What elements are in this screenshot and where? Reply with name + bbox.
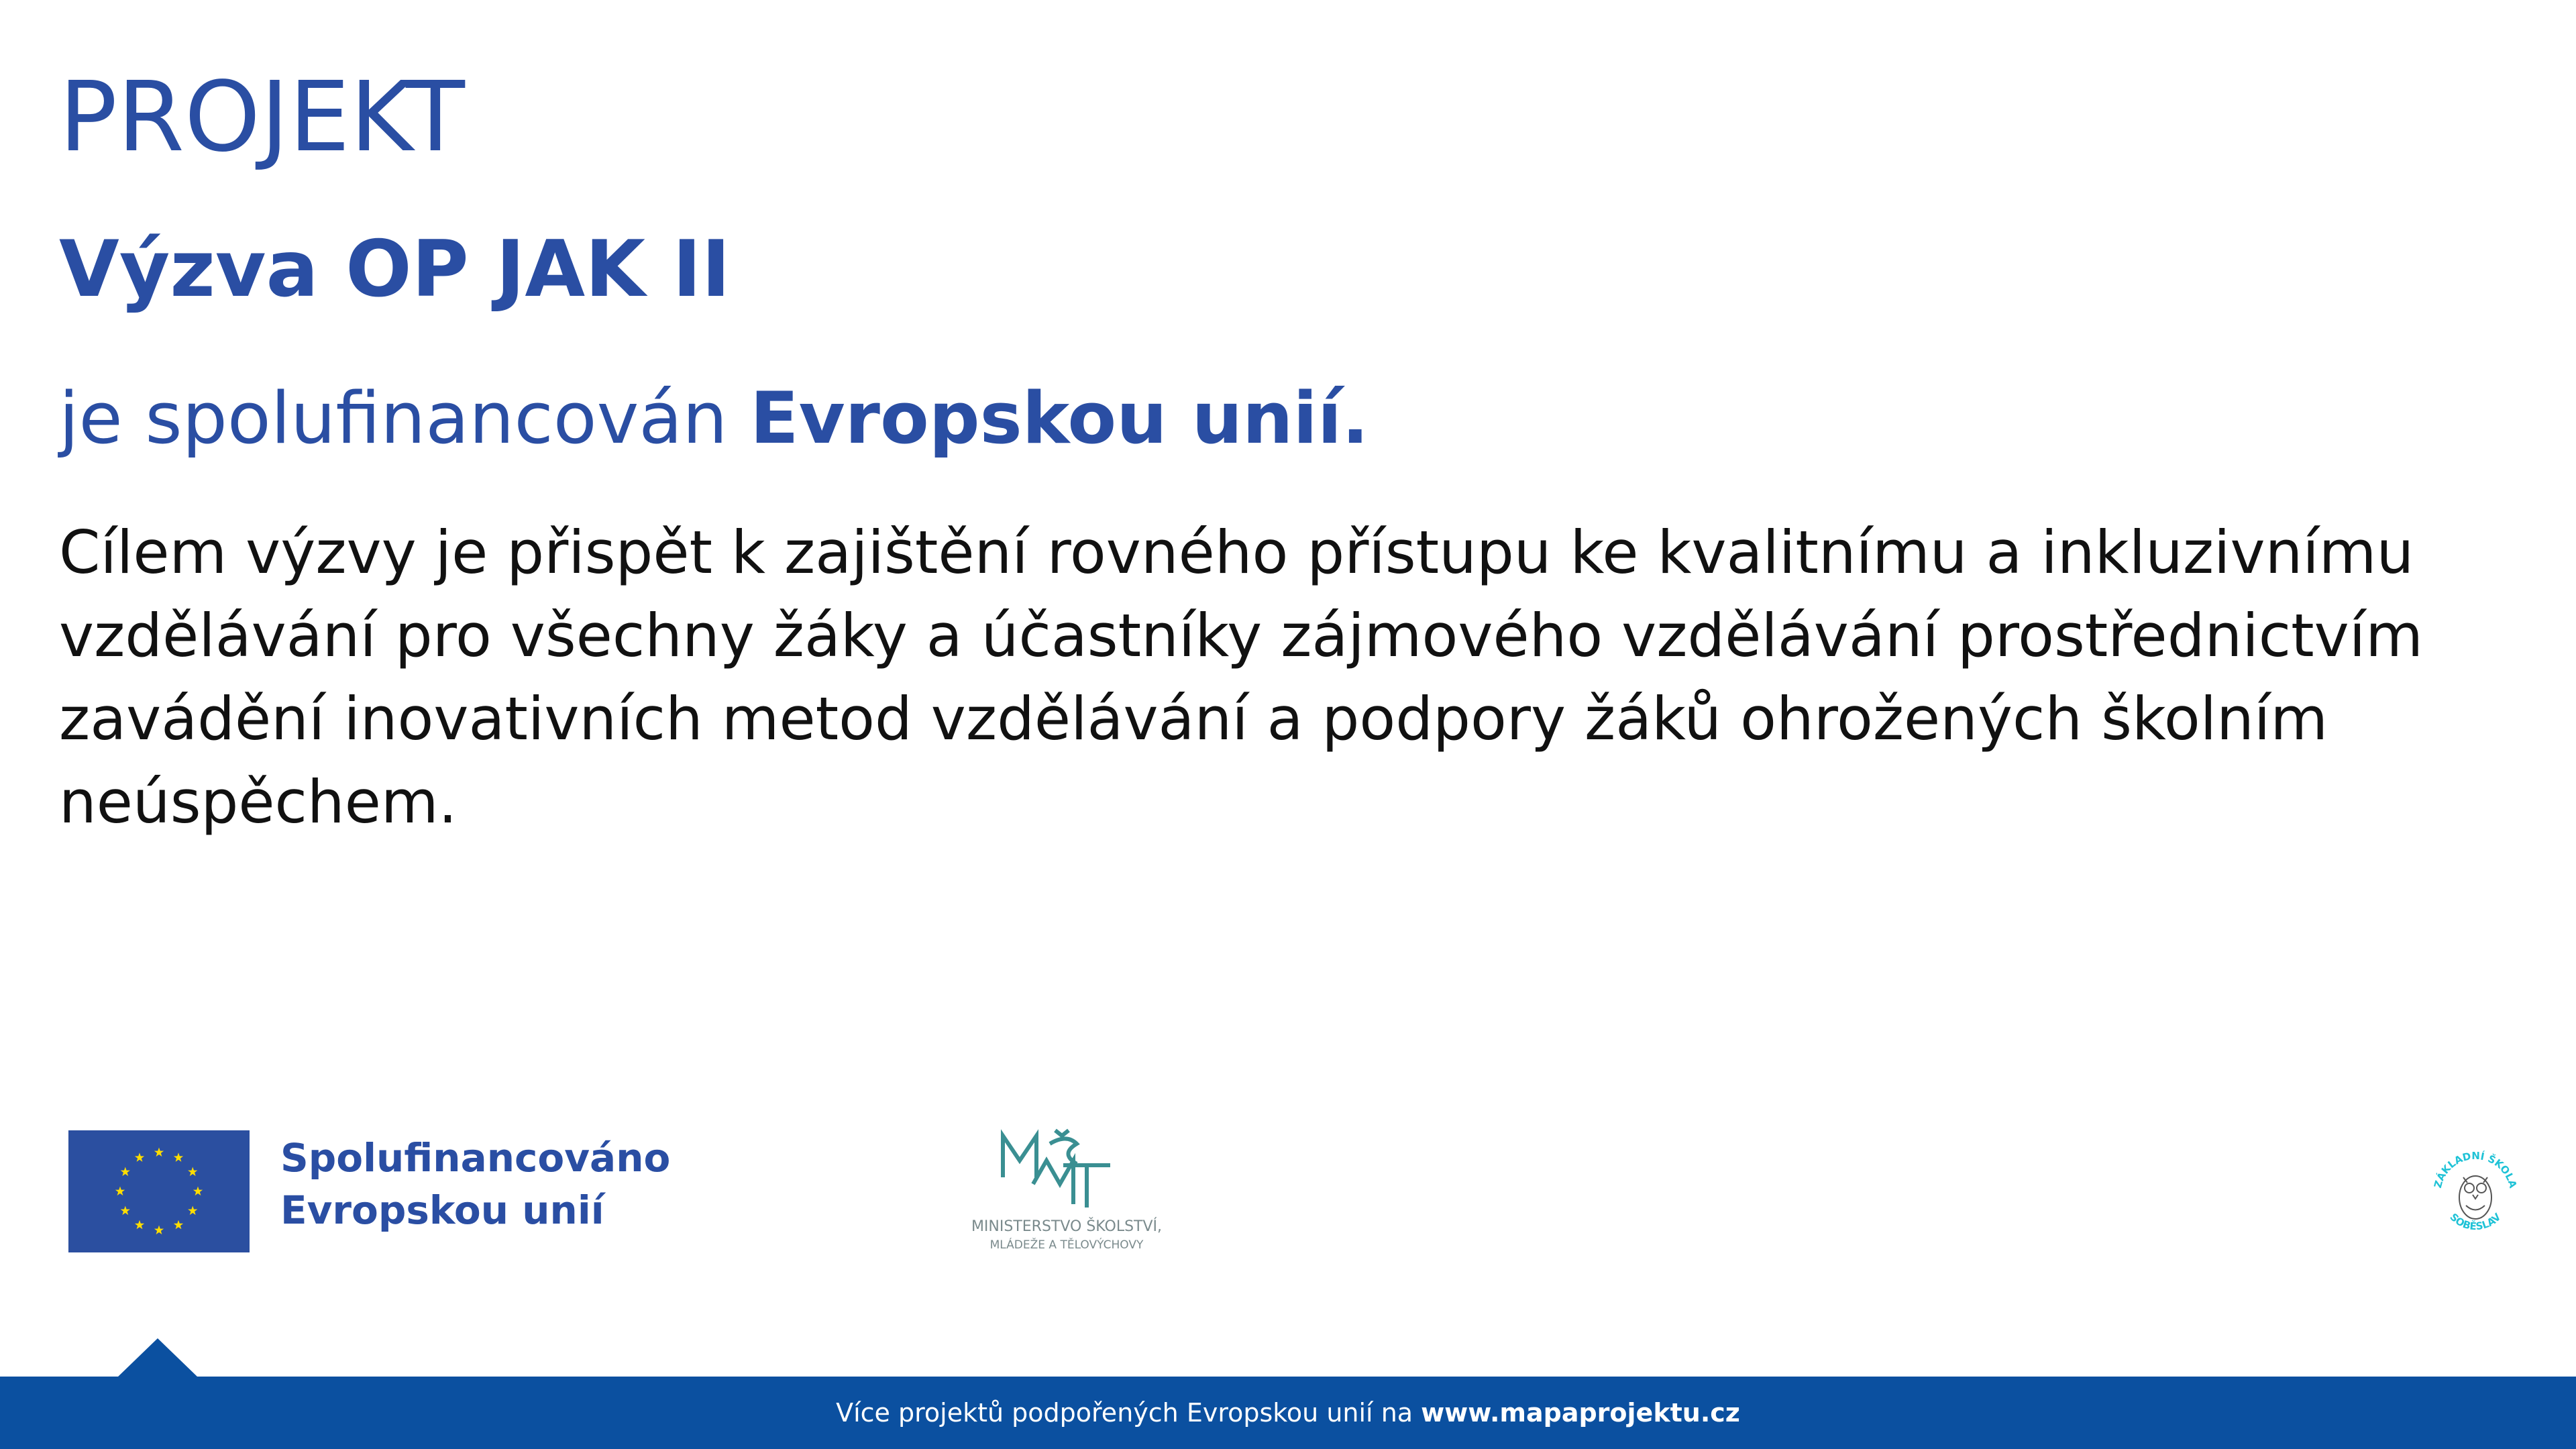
eu-logo-line2: Evropskou unií — [280, 1187, 604, 1233]
school-logo-top-text: ZÁKLADNÍ ŠKOLA — [2431, 1149, 2520, 1189]
footer-text: Více projektů podpořených Evropskou unií na — [836, 1398, 1413, 1428]
eu-cofinancing-logo — [68, 1130, 729, 1252]
call-name: Výzva OP JAK II — [59, 224, 731, 315]
school-logo-bottom-text: SOBĚSLAV — [2447, 1210, 2504, 1233]
owl-icon — [2459, 1176, 2491, 1219]
footer-bar — [0, 1377, 2576, 1449]
cofinancing-statement — [59, 376, 1368, 461]
school-logo — [2428, 1130, 2522, 1254]
eu-flag-icon — [68, 1130, 250, 1252]
call-description: Cílem výzvy je přispět k zajištění rovného přístupu ke kvalitnímu a inkluzivnímu vzdělávání pro všechny žáky a účastníky zájmového vzdělávání prostřednictvím zavádění inovativních metod vzdělávání a podpory žáků ohrožených školním neúspěchem. — [59, 518, 2423, 837]
eu-logo-text — [280, 1132, 670, 1236]
footer-link[interactable]: www.mapaprojektu.cz — [1421, 1398, 1740, 1428]
cofinancing-emphasis: Evropskou unií. — [750, 377, 1369, 460]
cofinancing-prefix: je spolufinancován — [59, 377, 728, 460]
msmt-s-mark — [1050, 1139, 1077, 1165]
msmt-logo-line1: MINISTERSTVO ŠKOLSTVÍ, — [971, 1218, 1163, 1235]
eu-logo-line1: Spolufinancováno — [280, 1135, 671, 1181]
footer-notch — [117, 1338, 198, 1377]
msmt-logo-line2: MLÁDEŽE A TĚLOVÝCHOVY — [989, 1238, 1144, 1252]
msmt-t-mark — [1063, 1165, 1110, 1208]
msmt-logo — [932, 1124, 1201, 1258]
msmt-m1-mark — [1003, 1136, 1036, 1177]
msmt-hacek-mark — [1055, 1130, 1069, 1136]
page-heading: PROJEKT — [59, 60, 465, 173]
